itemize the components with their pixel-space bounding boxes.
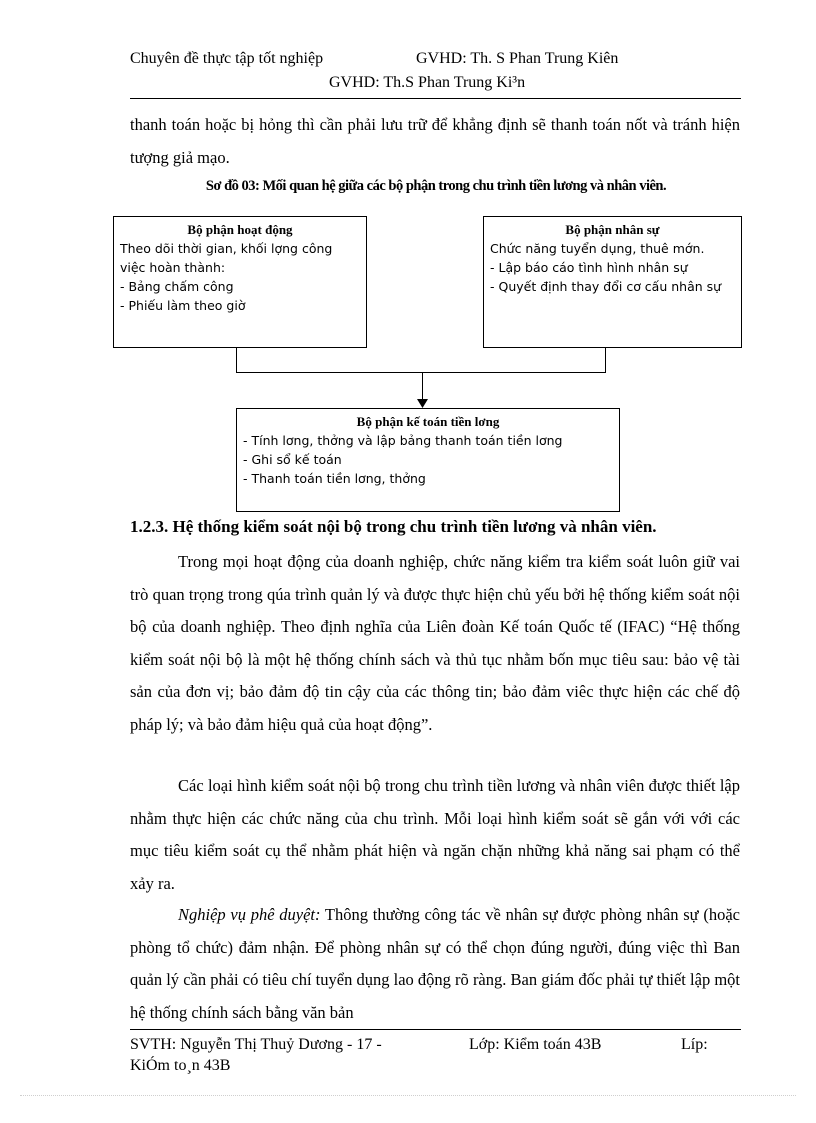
connector-horizontal <box>236 372 606 373</box>
box-operations-title: Bộ phận hoạt động <box>187 222 293 237</box>
footer-rule <box>130 1029 741 1030</box>
arrow-down-icon <box>417 399 428 408</box>
footer-class: Lớp: Kiểm toán 43B <box>469 1036 602 1053</box>
paragraph-3 <box>130 899 740 1029</box>
section-heading: 1.2.3. Hệ thống kiểm soát nội bộ trong chu trình tiền lương và nhân viên. <box>130 517 657 536</box>
paragraph-3-lead: Nghiệp vụ phê duyệt: <box>178 905 321 924</box>
footer-class-label: Líp: <box>681 1036 708 1053</box>
paragraph-3-body: Thông thường công tác về nhân sự được phòng nhân sự (hoặc phòng tổ chức) đảm nhận. Để phòng nhân sự có thể chọn đúng người, đúng việc thì Ban quản lý cần phải có tiêu chí tuyển dụng lao động rõ ràng. Ban giám đốc phải tự thiết lập một hệ thống chính sách bằng văn bản <box>130 905 740 1022</box>
box-operations-line: - Phiếu làm theo giờ <box>120 298 246 313</box>
box-accounting-line: - Thanh toán tiền lơng, thởng <box>243 471 426 486</box>
paragraph-1: Trong mọi hoạt động của doanh nghiệp, chức năng kiểm tra kiểm soát luôn giữ vai trò quan trọng trong qúa trình quản lý và được thực hiện chủ yếu bởi hệ thống kiểm soát nội bộ của doanh nghiệp. Theo định nghĩa của Liên đoàn Kế toán Quốc tế (IFAC) “Hệ thống kiểm soát nội bộ là một hệ thống chính sách và thủ tục nhằm bốn mục tiêu sau: bảo vệ tài sản của đơn vị; bảo đảm độ tin cậy của các thông tin; bảo đảm viêc thực hiện các chế độ pháp lý; và bảo đảm hiệu quả của hoạt động”. <box>130 552 740 734</box>
connector-down <box>422 372 423 402</box>
header-right: GVHD: Th. S Phan Trung Kiên <box>416 50 619 67</box>
box-operations-line: - Bảng chấm công <box>120 279 234 294</box>
header-line2: GVHD: Th.S Phan Trung Ki³n <box>329 74 526 91</box>
box-operations-line: Theo dõi thời gian, khối lợng công việc hoàn thành: <box>120 241 333 275</box>
header-left: Chuyên đề thực tập tốt nghiệp <box>130 50 324 67</box>
page-edge <box>20 1095 796 1096</box>
footer-class-line2: KiÓm to¸n 43B <box>130 1057 231 1074</box>
box-hr-title: Bộ phận nhân sự <box>565 222 660 237</box>
diagram-caption: Sơ đồ 03: Mối quan hệ giữa các bộ phận trong chu trình tiền lương và nhân viên. <box>205 178 667 194</box>
box-accounting-line: - Ghi sổ kế toán <box>243 452 342 467</box>
box-hr-line: Chức năng tuyển dụng, thuê mớn. <box>490 241 705 256</box>
box-accounting-title: Bộ phận kế toán tiền lơng <box>356 414 500 429</box>
box-operations <box>113 216 367 348</box>
paragraph-2: Các loại hình kiểm soát nội bộ trong chu trình tiền lương và nhân viên được thiết lập nhằm thực hiện các chức năng của chu trình. Mỗi loại hình kiểm soát sẽ gắn với với các mục tiêu kiểm soát cụ thể nhằm phát hiện và ngăn chặn những khả năng sai phạm có thể xảy ra. <box>130 776 740 893</box>
box-hr <box>483 216 742 348</box>
continuation-paragraph: thanh toán hoặc bị hỏng thì cần phải lưu trữ để khẳng định sẽ thanh toán nốt và tránh hiện tượng giả mạo. <box>130 115 740 167</box>
box-hr-line: - Lập báo cáo tình hình nhân sự <box>490 260 688 275</box>
box-accounting <box>236 408 620 512</box>
footer-student: SVTH: Nguyễn Thị Thuỷ Dương - 17 - <box>130 1036 382 1053</box>
header-rule <box>130 98 741 99</box>
box-accounting-line: - Tính lơng, thởng và lập bảng thanh toán tiền lơng <box>243 433 563 448</box>
box-hr-line: - Quyết định thay đổi cơ cấu nhân sự <box>490 279 722 294</box>
connector-left <box>236 348 237 372</box>
connector-right <box>605 348 606 372</box>
